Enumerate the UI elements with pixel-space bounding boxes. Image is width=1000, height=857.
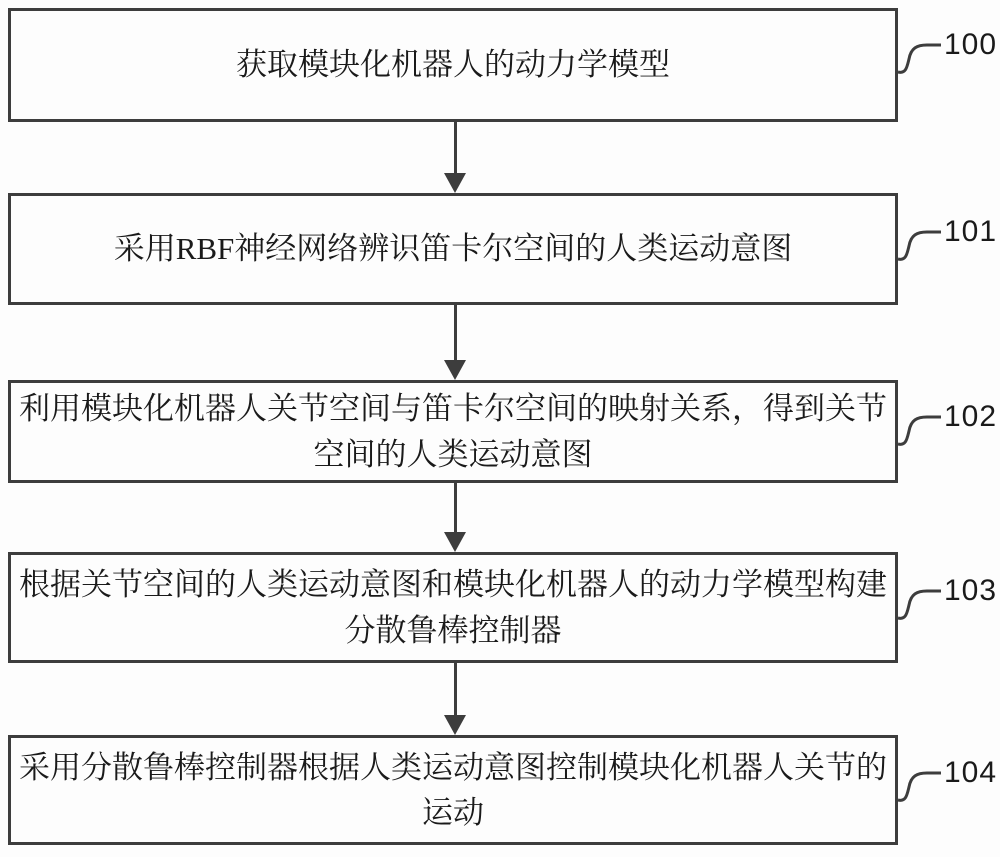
step-text-103: 根据关节空间的人类运动意图和模块化机器人的动力学模型构建 分散鲁棒控制器 xyxy=(19,567,887,648)
arrow-shaft xyxy=(454,663,457,717)
reference-label-103 xyxy=(896,574,998,620)
step-box-104 xyxy=(8,735,898,845)
reference-label-101 xyxy=(896,215,998,261)
arrow-shaft xyxy=(454,483,457,534)
arrow-head xyxy=(444,360,466,380)
down-arrow-icon xyxy=(444,305,467,380)
down-arrow-icon xyxy=(444,663,467,735)
step-number: 104 xyxy=(944,756,998,789)
step-number: 100 xyxy=(944,28,998,61)
lead-line-curve-icon xyxy=(896,412,942,446)
arrow-head xyxy=(444,715,466,735)
lead-line-curve-icon xyxy=(896,768,942,802)
arrow-shaft xyxy=(454,305,457,362)
step-text-104: 采用分散鲁棒控制器根据人类运动意图控制模块化机器人关节的 运动 xyxy=(19,749,887,830)
arrow-shaft xyxy=(454,122,457,175)
step-number: 103 xyxy=(944,574,998,607)
step-text-100: 获取模块化机器人的动力学模型 xyxy=(236,47,670,83)
step-number: 102 xyxy=(944,400,998,433)
step-box-100 xyxy=(8,8,898,122)
step-text-102: 利用模块化机器人关节空间与笛卡尔空间的映射关系，得到关节 空间的人类运动意图 xyxy=(19,391,887,472)
lead-line-curve-icon xyxy=(896,227,942,261)
lead-line-curve-icon xyxy=(896,586,942,620)
down-arrow-icon xyxy=(444,122,467,193)
step-text-101: 采用RBF神经网络辨识笛卡尔空间的人类运动意图 xyxy=(113,231,793,267)
step-box-102 xyxy=(8,380,898,483)
arrow-head xyxy=(444,173,466,193)
reference-label-104 xyxy=(896,756,998,802)
step-number: 101 xyxy=(944,215,998,248)
reference-label-102 xyxy=(896,400,998,446)
down-arrow-icon xyxy=(444,483,467,552)
lead-line-curve-icon xyxy=(896,40,942,74)
reference-label-100 xyxy=(896,28,998,74)
step-box-103 xyxy=(8,552,898,663)
arrow-head xyxy=(444,532,466,552)
step-box-101 xyxy=(8,193,898,305)
